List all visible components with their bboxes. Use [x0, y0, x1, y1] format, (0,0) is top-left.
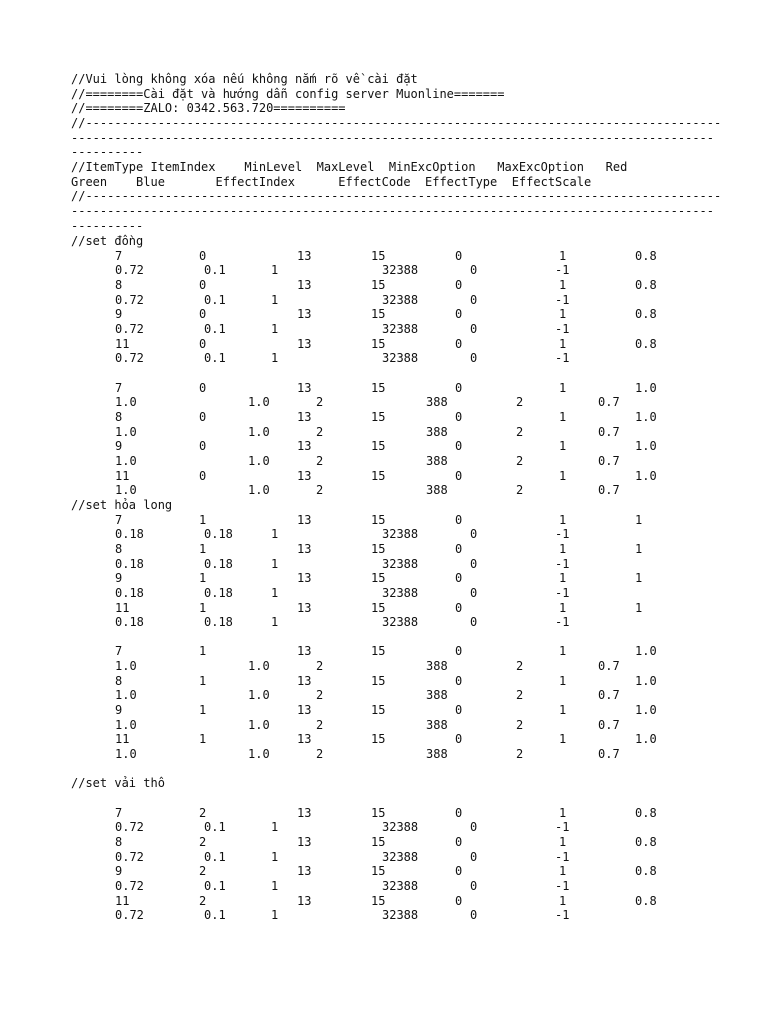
- config-value: 388: [426, 659, 448, 673]
- config-value: 0: [455, 513, 463, 527]
- config-value: 1.0: [115, 483, 137, 497]
- config-value: 1: [271, 263, 279, 277]
- config-value: 13: [297, 337, 312, 351]
- config-value: 2: [199, 864, 207, 878]
- config-value: 32388: [382, 586, 419, 600]
- config-value: 0.18: [115, 557, 144, 571]
- config-value: 388: [426, 425, 448, 439]
- config-value: 0.72: [115, 351, 144, 365]
- config-value: 15: [371, 703, 386, 717]
- config-value: 13: [297, 703, 312, 717]
- config-value: -1: [555, 351, 570, 365]
- config-value: 0: [455, 439, 463, 453]
- config-value: -1: [555, 850, 570, 864]
- config-value: 0: [199, 381, 207, 395]
- config-value: 15: [371, 513, 386, 527]
- config-value: -1: [555, 557, 570, 571]
- config-value: 9: [115, 703, 123, 717]
- config-value: 0.1: [204, 879, 226, 893]
- config-value: 0.1: [204, 351, 226, 365]
- config-value: 7: [115, 513, 123, 527]
- config-value: 2: [316, 688, 324, 702]
- config-value: 2: [316, 718, 324, 732]
- config-value: 13: [297, 513, 312, 527]
- config-value: 32388: [382, 263, 419, 277]
- config-value: 8: [115, 542, 123, 556]
- config-value: 15: [371, 571, 386, 585]
- separator-line: -----------------------------------------------------------------------------------------: [71, 204, 714, 218]
- config-value: 0.18: [204, 586, 233, 600]
- header-comment-line: //Vui lòng không xóa nếu không nắm rõ về cài đặt: [71, 72, 418, 86]
- config-value: -1: [555, 586, 570, 600]
- config-value: 2: [516, 747, 524, 761]
- config-value: 0: [455, 337, 463, 351]
- config-value: 2: [316, 395, 324, 409]
- config-value: 0: [455, 674, 463, 688]
- config-value: 1: [271, 293, 279, 307]
- config-value: 1: [559, 307, 567, 321]
- config-value: 1: [271, 586, 279, 600]
- config-value: 2: [516, 659, 524, 673]
- config-value: -1: [555, 322, 570, 336]
- config-value: 0: [455, 894, 463, 908]
- config-value: 1: [559, 337, 567, 351]
- config-value: 13: [297, 806, 312, 820]
- config-value: 13: [297, 864, 312, 878]
- config-value: 0: [455, 542, 463, 556]
- section-title: //set đồng: [71, 234, 144, 248]
- config-value: -1: [555, 615, 570, 629]
- config-value: 1: [559, 571, 567, 585]
- config-value: 0: [470, 263, 478, 277]
- config-value: 1: [559, 542, 567, 556]
- config-value: 32388: [382, 615, 419, 629]
- config-value: 1.0: [248, 659, 270, 673]
- config-value: 1: [559, 249, 567, 263]
- config-value: 0: [470, 820, 478, 834]
- config-value: 1: [559, 439, 567, 453]
- config-value: 0: [455, 806, 463, 820]
- config-value: 1.0: [115, 395, 137, 409]
- config-value: 0: [470, 850, 478, 864]
- config-value: 2: [199, 835, 207, 849]
- config-value: 8: [115, 410, 123, 424]
- config-value: 2: [199, 806, 207, 820]
- separator-line: ----------: [71, 219, 144, 233]
- config-value: 15: [371, 894, 386, 908]
- config-value: 0.18: [115, 586, 144, 600]
- config-value: 0.72: [115, 263, 144, 277]
- config-value: 11: [115, 469, 130, 483]
- config-value: 13: [297, 732, 312, 746]
- config-value: 0: [470, 879, 478, 893]
- config-value: 1.0: [248, 483, 270, 497]
- config-value: 0: [455, 410, 463, 424]
- section-title: //set vải thô: [71, 776, 165, 790]
- config-value: 1: [271, 850, 279, 864]
- config-value: 1: [271, 908, 279, 922]
- config-value: 32388: [382, 527, 419, 541]
- config-value: 0: [470, 586, 478, 600]
- config-value: 0.7: [598, 483, 620, 497]
- config-value: 1: [559, 644, 567, 658]
- config-value: 0.8: [635, 835, 657, 849]
- config-value: 0: [470, 557, 478, 571]
- config-value: 1: [199, 644, 207, 658]
- config-value: -1: [555, 527, 570, 541]
- config-value: 0.7: [598, 747, 620, 761]
- config-value: 13: [297, 674, 312, 688]
- config-value: 2: [516, 718, 524, 732]
- config-value: 0.8: [635, 864, 657, 878]
- header-contact-line: //========ZALO: 0342.563.720==========: [71, 101, 346, 115]
- config-value: 0: [455, 278, 463, 292]
- config-value: 13: [297, 601, 312, 615]
- config-value: 1.0: [635, 644, 657, 658]
- config-value: 13: [297, 571, 312, 585]
- config-value: 1.0: [248, 425, 270, 439]
- config-value: 15: [371, 439, 386, 453]
- config-value: 1.0: [115, 718, 137, 732]
- config-value: 2: [316, 659, 324, 673]
- config-value: 0: [470, 293, 478, 307]
- config-value: 1: [635, 601, 643, 615]
- config-value: 1.0: [635, 439, 657, 453]
- config-value: 0.7: [598, 659, 620, 673]
- config-value: 15: [371, 601, 386, 615]
- config-value: 2: [316, 454, 324, 468]
- config-value: 7: [115, 249, 123, 263]
- config-value: 0: [455, 469, 463, 483]
- config-value: 0.8: [635, 894, 657, 908]
- config-value: 2: [316, 747, 324, 761]
- config-value: 1: [271, 615, 279, 629]
- config-value: 11: [115, 894, 130, 908]
- config-value: 1.0: [635, 381, 657, 395]
- config-value: 0: [199, 337, 207, 351]
- config-value: 0.1: [204, 820, 226, 834]
- config-value: 1: [199, 703, 207, 717]
- config-value: 15: [371, 307, 386, 321]
- config-value: 1: [559, 381, 567, 395]
- config-value: 1: [559, 410, 567, 424]
- config-value: 1: [559, 894, 567, 908]
- config-value: 8: [115, 835, 123, 849]
- config-value: 1: [559, 864, 567, 878]
- config-value: 13: [297, 249, 312, 263]
- config-value: 13: [297, 894, 312, 908]
- config-value: 13: [297, 410, 312, 424]
- config-value: 15: [371, 542, 386, 556]
- config-value: 1: [271, 322, 279, 336]
- config-value: -1: [555, 908, 570, 922]
- config-value: 1: [559, 513, 567, 527]
- config-value: 1: [199, 674, 207, 688]
- config-value: 15: [371, 469, 386, 483]
- config-value: 0.8: [635, 278, 657, 292]
- config-value: 1: [199, 513, 207, 527]
- config-value: 0.8: [635, 307, 657, 321]
- config-value: 0.7: [598, 688, 620, 702]
- config-value: 11: [115, 732, 130, 746]
- config-value: 1: [271, 820, 279, 834]
- config-value: 13: [297, 307, 312, 321]
- config-value: 0.7: [598, 395, 620, 409]
- config-value: 9: [115, 307, 123, 321]
- config-value: 15: [371, 732, 386, 746]
- config-value: 0.1: [204, 908, 226, 922]
- config-value: 0.1: [204, 263, 226, 277]
- config-value: 1.0: [635, 732, 657, 746]
- config-value: 1.0: [115, 747, 137, 761]
- config-value: 0: [470, 351, 478, 365]
- config-value: 1.0: [248, 747, 270, 761]
- config-value: 0: [470, 322, 478, 336]
- config-value: 15: [371, 674, 386, 688]
- config-value: 0: [199, 278, 207, 292]
- config-value: 32388: [382, 557, 419, 571]
- config-value: 15: [371, 410, 386, 424]
- header-title-line: //========Cài đặt và hướng dẫn config server Muonline=======: [71, 87, 505, 101]
- config-value: 0: [199, 410, 207, 424]
- config-value: 15: [371, 337, 386, 351]
- config-value: 1.0: [115, 454, 137, 468]
- config-value: 1.0: [248, 688, 270, 702]
- config-value: 1: [199, 542, 207, 556]
- config-value: 1: [559, 601, 567, 615]
- config-value: 13: [297, 439, 312, 453]
- config-value: 2: [516, 425, 524, 439]
- config-value: 1: [559, 703, 567, 717]
- config-value: 0: [470, 615, 478, 629]
- config-value: 8: [115, 278, 123, 292]
- config-value: 1.0: [115, 659, 137, 673]
- config-value: 1.0: [115, 425, 137, 439]
- config-value: 0: [455, 571, 463, 585]
- config-value: 1: [559, 674, 567, 688]
- config-value: 32388: [382, 879, 419, 893]
- config-value: 0: [199, 249, 207, 263]
- config-value: 32388: [382, 908, 419, 922]
- config-value: 0: [455, 732, 463, 746]
- config-value: 0.72: [115, 322, 144, 336]
- config-value: 32388: [382, 293, 419, 307]
- config-value: 2: [316, 483, 324, 497]
- config-value: 9: [115, 571, 123, 585]
- config-value: 0.8: [635, 806, 657, 820]
- config-value: 13: [297, 542, 312, 556]
- config-value: 0: [455, 381, 463, 395]
- config-value: 9: [115, 864, 123, 878]
- config-value: 0: [455, 703, 463, 717]
- section-title: //set hỏa long: [71, 498, 173, 512]
- config-value: 32388: [382, 820, 419, 834]
- config-value: 0.72: [115, 908, 144, 922]
- config-value: 1: [635, 571, 643, 585]
- config-value: 0: [455, 601, 463, 615]
- config-value: 0.1: [204, 322, 226, 336]
- config-value: 15: [371, 381, 386, 395]
- config-value: 1: [559, 469, 567, 483]
- config-value: 15: [371, 249, 386, 263]
- separator-line: -----------------------------------------------------------------------------------------: [71, 131, 714, 145]
- config-value: 15: [371, 835, 386, 849]
- config-value: 0.72: [115, 850, 144, 864]
- config-value: 15: [371, 644, 386, 658]
- config-value: 2: [516, 454, 524, 468]
- config-value: 0.72: [115, 820, 144, 834]
- config-value: 0.8: [635, 337, 657, 351]
- separator-line: ----------: [71, 145, 144, 159]
- config-value: 0.8: [635, 249, 657, 263]
- config-value: 7: [115, 644, 123, 658]
- config-value: 0: [455, 864, 463, 878]
- config-value: 9: [115, 439, 123, 453]
- config-value: 15: [371, 806, 386, 820]
- config-value: 2: [316, 425, 324, 439]
- config-value: 13: [297, 469, 312, 483]
- config-value: 1: [559, 806, 567, 820]
- config-value: 7: [115, 806, 123, 820]
- config-value: 13: [297, 278, 312, 292]
- config-value: 0.18: [115, 615, 144, 629]
- config-value: 0.72: [115, 879, 144, 893]
- config-value: 32388: [382, 351, 419, 365]
- config-value: 0.1: [204, 850, 226, 864]
- config-value: 0: [199, 469, 207, 483]
- config-value: 0: [470, 527, 478, 541]
- config-value: 388: [426, 483, 448, 497]
- config-value: 0.18: [204, 615, 233, 629]
- config-value: 2: [516, 688, 524, 702]
- config-value: 0: [455, 307, 463, 321]
- config-value: 388: [426, 747, 448, 761]
- config-value: 2: [516, 483, 524, 497]
- config-value: 13: [297, 381, 312, 395]
- config-value: 1.0: [635, 674, 657, 688]
- config-value: 0: [470, 908, 478, 922]
- separator-line: //----------------------------------------------------------------------------------------: [71, 116, 722, 130]
- config-value: 2: [516, 395, 524, 409]
- config-value: 1: [199, 571, 207, 585]
- config-value: 1: [271, 879, 279, 893]
- config-value: 1: [635, 513, 643, 527]
- config-value: 388: [426, 454, 448, 468]
- config-value: 1: [271, 557, 279, 571]
- config-value: 13: [297, 644, 312, 658]
- config-value: 0.7: [598, 425, 620, 439]
- config-value: 32388: [382, 322, 419, 336]
- config-value: 32388: [382, 850, 419, 864]
- config-value: 2: [199, 894, 207, 908]
- config-value: 1: [271, 351, 279, 365]
- config-value: 0: [455, 835, 463, 849]
- config-value: 11: [115, 337, 130, 351]
- config-value: 1.0: [248, 718, 270, 732]
- config-value: -1: [555, 820, 570, 834]
- config-value: 0.72: [115, 293, 144, 307]
- config-value: 15: [371, 864, 386, 878]
- config-value: 0: [455, 249, 463, 263]
- config-value: 0.7: [598, 454, 620, 468]
- config-value: 1: [559, 278, 567, 292]
- separator-line: //----------------------------------------------------------------------------------------: [71, 189, 722, 203]
- config-value: 1: [559, 835, 567, 849]
- config-value: 1.0: [115, 688, 137, 702]
- config-value: 388: [426, 395, 448, 409]
- config-value: 0: [199, 307, 207, 321]
- config-value: 0.18: [204, 557, 233, 571]
- config-value: 0.7: [598, 718, 620, 732]
- config-value: 0.18: [204, 527, 233, 541]
- config-value: 13: [297, 835, 312, 849]
- config-value: 0.1: [204, 293, 226, 307]
- config-value: 7: [115, 381, 123, 395]
- config-value: 0: [199, 439, 207, 453]
- config-value: 0: [455, 644, 463, 658]
- config-value: 15: [371, 278, 386, 292]
- config-value: 11: [115, 601, 130, 615]
- config-value: 1.0: [248, 395, 270, 409]
- config-value: -1: [555, 293, 570, 307]
- config-value: 1: [635, 542, 643, 556]
- config-value: 8: [115, 674, 123, 688]
- config-value: 1.0: [248, 454, 270, 468]
- config-value: 1: [199, 732, 207, 746]
- config-value: 1.0: [635, 410, 657, 424]
- config-value: -1: [555, 879, 570, 893]
- config-value: 388: [426, 688, 448, 702]
- config-value: 1: [199, 601, 207, 615]
- config-value: 0.18: [115, 527, 144, 541]
- config-value: 1: [559, 732, 567, 746]
- column-header-line: Green Blue EffectIndex EffectCode EffectType EffectScale: [71, 175, 592, 189]
- config-value: 1: [271, 527, 279, 541]
- config-value: 1.0: [635, 703, 657, 717]
- config-value: -1: [555, 263, 570, 277]
- config-value: 1.0: [635, 469, 657, 483]
- column-header-line: //ItemType ItemIndex MinLevel MaxLevel MinExcOption MaxExcOption Red: [71, 160, 628, 174]
- config-value: 388: [426, 718, 448, 732]
